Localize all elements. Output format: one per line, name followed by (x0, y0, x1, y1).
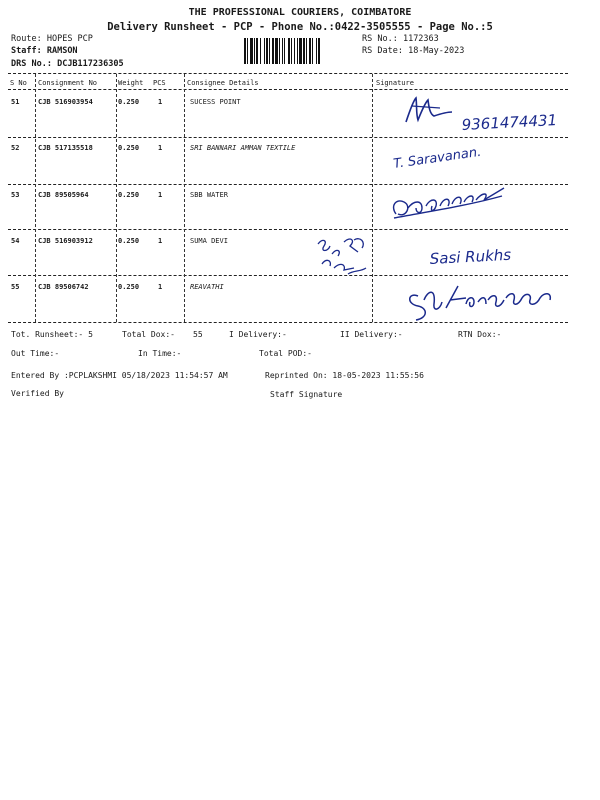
row-sno: 51 (11, 98, 20, 106)
tot-runsheet: Tot. Runsheet:- 5 (11, 330, 93, 339)
column-header-consignee: Consignee Details (187, 79, 259, 87)
handwritten-name: Sasi Rukhs (429, 245, 512, 268)
row-consignment: CJB 89506742 (38, 283, 89, 291)
row-weight: 0.250 (118, 98, 140, 106)
row-weight: 0.250 (118, 191, 140, 199)
row-weight: 0.250 (118, 144, 140, 152)
handwritten-phone: 9361474431 (461, 111, 558, 134)
handwritten-signature (390, 138, 540, 178)
route-line: Route: HOPES PCP (11, 34, 93, 44)
row-rule (8, 229, 568, 230)
column-divider (372, 74, 373, 322)
row-pcs: 1 (158, 144, 163, 152)
handwritten-signature (400, 92, 590, 138)
column-divider (116, 74, 117, 322)
company-title: THE PROFESSIONAL COURIERS, COIMBATORE (188, 7, 412, 18)
out-time: Out Time:- (11, 349, 60, 358)
staff-line: Staff: RAMSON (11, 46, 78, 56)
row-pcs: 1 (158, 283, 163, 291)
row-consignee: SBB WATER (190, 191, 228, 199)
column-divider (184, 74, 185, 322)
reprinted-on: Reprinted On: 18-05-2023 11:55:56 (265, 371, 424, 380)
row-sno: 54 (11, 237, 20, 245)
row-consignee: SUMA DEVI (190, 237, 228, 245)
rs-date-value: 18-May-2023 (408, 46, 465, 56)
ii-delivery: II Delivery:- (340, 330, 403, 339)
runsheet-subtitle: Delivery Runsheet - PCP - Phone No.:0422-3505555 - Page No.:5 (107, 21, 493, 33)
rs-date-line: RS Date: 18-May-2023 (362, 46, 465, 56)
entered-by: Entered By :PCPLAKSHMI 05/18/2023 11:54:57 AM (11, 371, 228, 380)
total-dox-value: 55 (193, 330, 203, 339)
route-value: HOPES PCP (46, 34, 93, 44)
barcode (244, 38, 348, 64)
table-top-rule (8, 73, 568, 74)
row-pcs: 1 (158, 191, 163, 199)
row-weight: 0.250 (118, 283, 140, 291)
row-pcs: 1 (158, 237, 163, 245)
row-sno: 53 (11, 191, 20, 199)
in-time: In Time:- (138, 349, 182, 358)
handwritten-signature (400, 278, 570, 326)
handwritten-name: T. Saravanan. (392, 144, 483, 172)
header-rule (8, 89, 568, 90)
staff-signature-label: Staff Signature (270, 390, 343, 399)
rs-no-line: RS No.: 1172363 (362, 34, 439, 44)
rtn-dox: RTN Dox:- (458, 330, 502, 339)
row-consignee: REAVATHI (190, 283, 224, 291)
column-header-pcs: PCS (153, 79, 166, 87)
row-consignment: CJB 516903912 (38, 237, 93, 245)
row-consignment: CJB 89505964 (38, 191, 89, 199)
column-header-sno: S No (10, 79, 27, 87)
verified-by: Verified By (11, 389, 64, 398)
row-consignment: CJB 517135518 (38, 144, 93, 152)
handwritten-signature (386, 184, 526, 228)
row-sno: 55 (11, 283, 20, 291)
total-pod: Total POD:- (259, 349, 312, 358)
staff-value: RAMSON (46, 46, 78, 56)
total-dox-label: Total Dox:- (122, 330, 175, 339)
row-weight: 0.250 (118, 237, 140, 245)
row-consignment: CJB 516903954 (38, 98, 93, 106)
column-divider (35, 74, 36, 322)
handwritten-signature (314, 234, 564, 284)
drs-value: DCJB117236305 (57, 59, 124, 69)
row-consignee: SUCESS POINT (190, 98, 241, 106)
drs-line: DRS No.: DCJB117236305 (11, 59, 124, 69)
row-sno: 52 (11, 144, 20, 152)
row-consignee: SRI BANNARI AMMAN TEXTILE (190, 144, 296, 152)
rs-no-value: 1172363 (402, 34, 439, 44)
i-delivery: I Delivery:- (229, 330, 287, 339)
row-pcs: 1 (158, 98, 163, 106)
column-header-weight: Weight (118, 79, 144, 87)
column-header-signature: Signature (376, 79, 414, 87)
column-header-consignment: Consignment No (38, 79, 98, 87)
